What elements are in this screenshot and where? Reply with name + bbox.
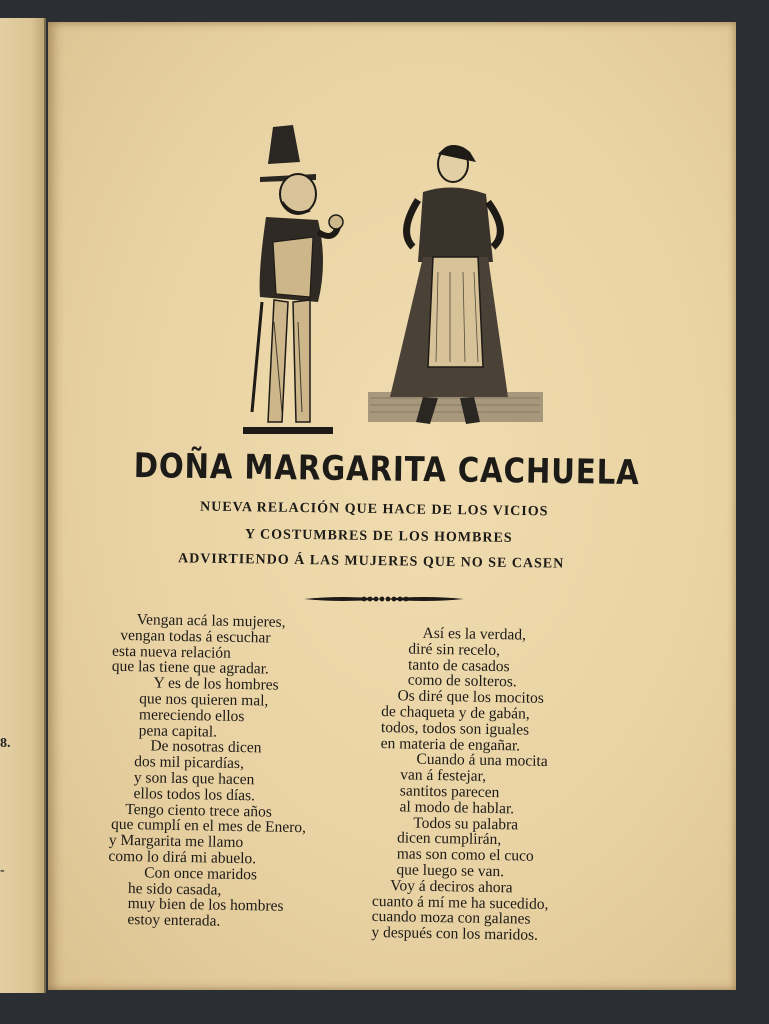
poem-line: Os diré que los mocitos xyxy=(397,687,545,708)
left-page-mark: 8. xyxy=(0,736,11,751)
poem-line: que cumplí en el mes de Enero, xyxy=(110,816,307,837)
poem-line: diré sin recelo, xyxy=(408,640,501,659)
poem-line: Y es de los hombres xyxy=(153,674,279,694)
poem-line: Así es la verdad, xyxy=(422,624,527,644)
poem-line: cuando moza con galanes xyxy=(371,908,531,928)
poem-line: Vengan acá las mujeres, xyxy=(136,611,286,631)
document-page xyxy=(48,22,736,990)
poem-line: muy bien de los hombres xyxy=(127,895,284,916)
poem-right-column xyxy=(371,625,616,945)
poem-line: como de solteros. xyxy=(407,671,517,691)
poem-line: vengan todas á escuchar xyxy=(120,626,271,647)
document-title: DOÑA MARGARITA CACHUELA xyxy=(133,446,640,494)
poem-line: he sido casada, xyxy=(127,879,222,899)
poem-line: que nos quieren mal, xyxy=(139,690,269,710)
poem-line: como lo dirá mi abuelo. xyxy=(108,847,257,868)
subtitle-line: Y COSTUMBRES DE LOS HOMBRES xyxy=(244,527,513,546)
poem-line: esta nueva relación xyxy=(111,642,232,662)
left-page-edge xyxy=(0,18,46,993)
left-page-mark: - xyxy=(0,863,5,878)
poem-line: Todos su palabra xyxy=(413,814,519,833)
poem-line: ellos todos los días. xyxy=(133,784,256,805)
woodcut-illustration xyxy=(238,122,558,447)
poem-line: de chaqueta y de gabán, xyxy=(381,703,530,723)
subtitle-line: NUEVA RELACIÓN QUE HACE DE LOS VICIOS xyxy=(199,499,549,520)
subtitle-line: ADVIRTIENDO Á LAS MUJERES QUE NO SE CASEN xyxy=(177,551,565,572)
poem-line: en materia de engañar. xyxy=(380,734,521,755)
poem-line: y son las que hacen xyxy=(133,769,255,789)
poem-line: mas son como el cuco xyxy=(396,845,534,865)
ornamental-divider xyxy=(304,592,464,606)
poem-line: al modo de hablar. xyxy=(399,798,515,818)
poem-line: y después con los maridos. xyxy=(371,924,539,944)
poem-line: y Margarita me llamo xyxy=(108,831,244,852)
poem-line: que luego se van. xyxy=(396,861,505,881)
poem-line: tanto de casados xyxy=(407,656,510,675)
poem-line: Voy á deciros ahora xyxy=(390,876,513,897)
poem-line: dicen cumplirán, xyxy=(396,829,502,849)
poem-line: cuanto á mí me ha sucedido, xyxy=(371,892,549,913)
poem-left-column xyxy=(107,612,372,932)
poem-line: mereciendo ellos xyxy=(138,706,245,725)
poem-line: Tengo ciento trece años xyxy=(125,800,272,821)
poem-line: Con once maridos xyxy=(144,864,258,884)
poem-line: santitos parecen xyxy=(399,782,500,802)
poem-line: estoy enterada. xyxy=(127,911,221,930)
poem-line: dos mil picardías, xyxy=(134,753,245,773)
poem-line: Cuando á una mocita xyxy=(416,751,548,771)
poem-line: pena capital. xyxy=(138,721,218,741)
poem-line: que las tiene que agradar. xyxy=(111,658,270,678)
poem-line: van á festejar, xyxy=(400,766,487,786)
poem-line: todos, todos son iguales xyxy=(380,718,530,739)
poem-line: De nosotras dicen xyxy=(150,737,262,757)
